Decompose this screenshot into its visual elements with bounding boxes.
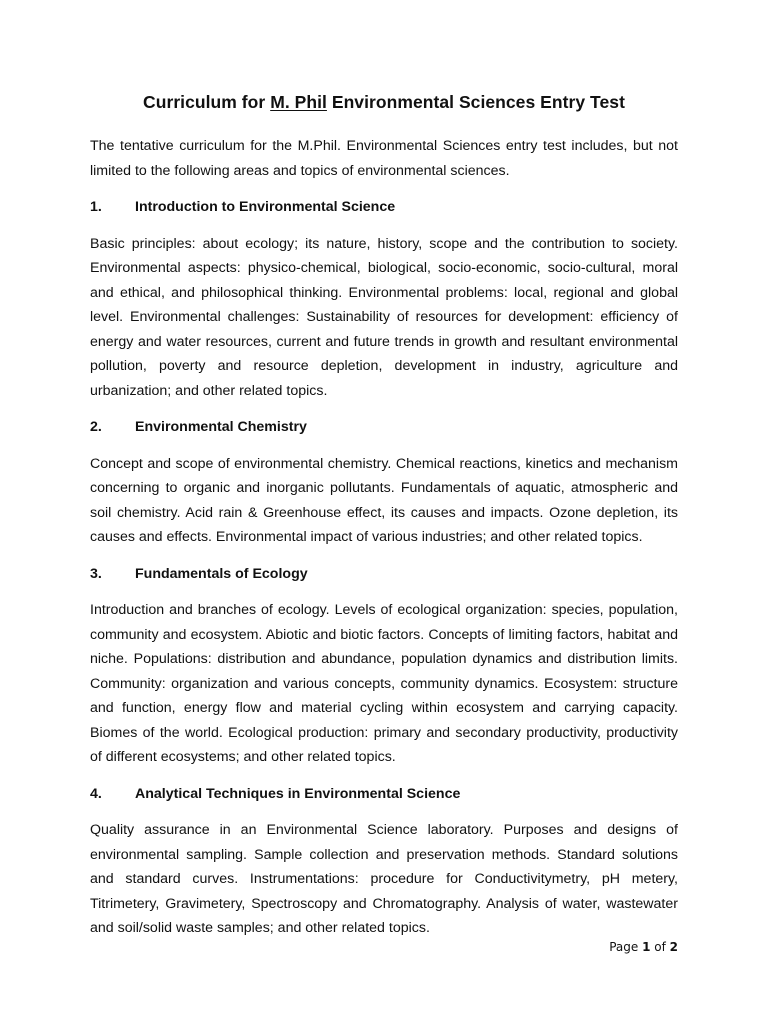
section-heading-2: [90, 415, 678, 440]
section-body-4: Quality assurance in an Environmental Science laboratory. Purposes and designs of environmental sampling. Sample collection and preservation methods. Standard solutions and standard curves. Instrumentations: procedure for Conductivitymetry, pH metery, Titrimetery, Gravimetery, Spectroscopy and Chromatography. Analysis of water, wastewater and soil/solid waste samples; and other related topics.: [90, 822, 678, 936]
page-of: of: [650, 940, 670, 954]
section-body-3: Introduction and branches of ecology. Levels of ecological organization: species, population, community and ecosystem. Abiotic and biotic factors. Concepts of limiting factors, habitat and niche. Populations: distribution and abundance, population dynamics and distribution limits. Community: organization and various concepts, community dynamics. Ecosystem: structure and function, energy flow and material cycling within ecosystem and carrying capacity. Biomes of the world. Ecological production: primary and secondary productivity, productivity of different ecosystems; and other related topics.: [90, 602, 678, 765]
page-number: [609, 940, 678, 954]
page-total: 2: [669, 940, 678, 954]
section-body-1: Basic principles: about ecology; its nature, history, scope and the contribution to society. Environmental aspects: physico-chemical, biological, socio-economic, socio-cultural, moral and ethical, and philosophical thinking. Environmental problems: local, regional and global level. Environmental challenges: Sustainability of resources for development: efficiency of energy and water resources, current and future trends in growth and resultant environmental pollution, poverty and resource depletion, development in industry, agriculture and urbanization; and other related topics.: [90, 235, 678, 399]
title-suffix: Environmental Sciences Entry Test: [326, 92, 625, 112]
section-heading-3: [90, 562, 678, 587]
section-number: 3.: [90, 565, 102, 582]
title-prefix: Curriculum for: [143, 92, 271, 112]
page-current: 1: [642, 940, 651, 954]
section-number: 1.: [90, 199, 102, 215]
page-label: Page: [609, 940, 643, 954]
section-number: 2.: [90, 419, 102, 435]
section-title: Introduction to Environmental Science: [135, 199, 396, 215]
section-heading-1: [90, 195, 678, 220]
section-number: 4.: [90, 785, 102, 802]
section-title: Environmental Chemistry: [135, 419, 307, 435]
document-page: [90, 88, 678, 953]
section-title: Analytical Techniques in Environmental Science: [135, 785, 461, 802]
section-heading-4: [90, 782, 678, 807]
document-title: [90, 88, 678, 116]
section-body-2: Concept and scope of environmental chemistry. Chemical reactions, kinetics and mechanism concerning to organic and inorganic pollutants. Fundamentals of aquatic, atmospheric and soil chemistry. Acid rain & Greenhouse effect, its causes and impacts. Ozone depletion, its causes and effects. Environmental impact of various industries; and other related topics.: [90, 455, 678, 545]
intro-paragraph: The tentative curriculum for the M.Phil. Environmental Sciences entry test includes, but not limited to the following areas and topics of environmental sciences.: [90, 138, 678, 179]
section-title: Fundamentals of Ecology: [135, 565, 308, 582]
title-underlined: M. Phil: [270, 92, 327, 112]
